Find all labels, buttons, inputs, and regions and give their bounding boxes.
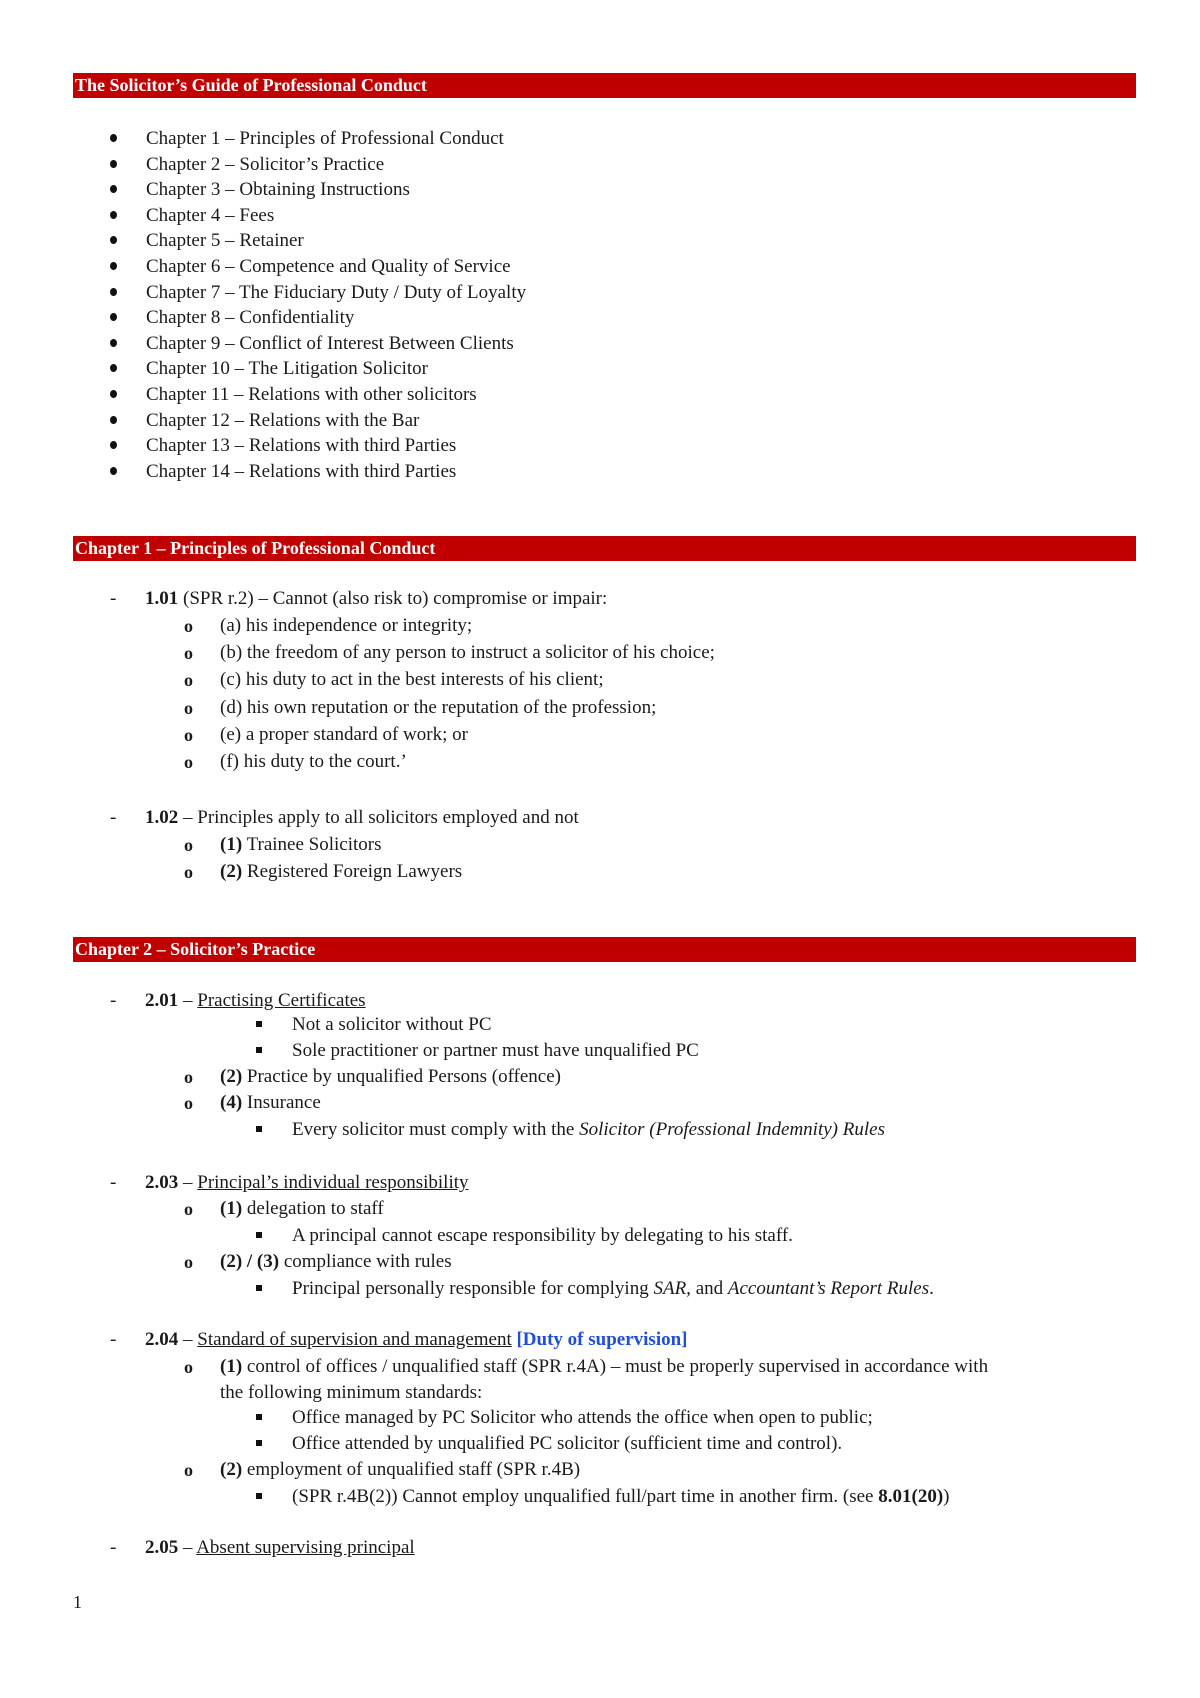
toc-item [108, 280, 526, 306]
toc-item [108, 459, 526, 485]
bullet-dot-icon [110, 467, 117, 475]
rule-2-03-sub: Principal personally responsible for complying SAR, and Accountant’s Report Rules. [292, 1278, 934, 1299]
bullet-dot-icon [110, 236, 117, 244]
rule-2-01-sub: Sole practitioner or partner must have unqualified PC [292, 1040, 699, 1061]
toc-list [108, 126, 526, 484]
rule-1-01-item: (f) his duty to the court.’ [220, 751, 407, 772]
square-bullet [256, 1493, 262, 1499]
rule-2-04-sub: Office managed by PC Solicitor who attends the office when open to public; [292, 1407, 873, 1428]
o-bullet: o [184, 1357, 193, 1377]
dash-bullet: - [110, 588, 117, 609]
toc-item-label: Chapter 6 – Competence and Quality of Service [146, 255, 511, 277]
o-bullet: o [184, 616, 193, 636]
bullet-dot-icon [110, 288, 117, 296]
toc-item [108, 126, 526, 152]
rule-1-01-item: (d) his own reputation or the reputation of the profession; [220, 696, 657, 718]
bullet-dot-icon [110, 441, 117, 449]
dash-bullet: - [110, 1172, 117, 1193]
rule-2-03: 2.03 – Principal’s individual responsibility [145, 1172, 469, 1193]
toc-item-label: Chapter 5 – Retainer [146, 230, 304, 252]
toc-item [108, 177, 526, 203]
bullet-dot-icon [110, 262, 117, 270]
bullet-dot-icon [110, 364, 117, 372]
rule-2-04-item-cont: the following minimum standards: [220, 1382, 483, 1403]
o-bullet: o [184, 835, 193, 855]
rule-2-04: 2.04 – Standard of supervision and management [Duty of supervision] [145, 1329, 688, 1350]
o-bullet: o [184, 1067, 193, 1087]
toc-item-label: Chapter 8 – Confidentiality [146, 307, 355, 329]
o-bullet: o [184, 1093, 193, 1113]
toc-item [108, 356, 526, 382]
square-bullet [256, 1047, 262, 1053]
rule-1-02-item: (2) Registered Foreign Lawyers [220, 861, 463, 882]
rule-2-01-sub: Every solicitor must comply with the Solicitor (Professional Indemnity) Rules [292, 1119, 885, 1140]
toc-item-label: Chapter 9 – Conflict of Interest Between Clients [146, 332, 514, 354]
rule-2-01-item: (2) Practice by unqualified Persons (offence) [220, 1066, 561, 1087]
toc-item-label: Chapter 3 – Obtaining Instructions [146, 179, 410, 201]
toc-item-label: Chapter 7 – The Fiduciary Duty / Duty of Loyalty [146, 281, 527, 303]
rule-1-02-item: (1) Trainee Solicitors [220, 834, 382, 855]
rule-1-01-item: (a) his independence or integrity; [220, 615, 473, 636]
rule-2-04-sub: Office attended by unqualified PC solicitor (sufficient time and control). [292, 1433, 843, 1454]
toc-item-label: Chapter 10 – The Litigation Solicitor [146, 358, 428, 380]
dash-bullet: - [110, 990, 117, 1011]
toc-item [108, 152, 526, 178]
rule-2-03-sub: A principal cannot escape responsibility by delegating to his staff. [292, 1225, 793, 1246]
rule-2-01-sub: Not a solicitor without PC [292, 1014, 492, 1035]
rule-2-03-item: (1) delegation to staff [220, 1198, 384, 1219]
toc-item [108, 203, 526, 229]
toc-item-label: Chapter 2 – Solicitor’s Practice [146, 153, 385, 175]
o-bullet: o [184, 1460, 193, 1480]
toc-item [108, 408, 526, 434]
rule-2-04-item: (1) control of offices / unqualified staff (SPR r.4A) – must be properly supervised in accordance with [220, 1356, 989, 1377]
bullet-dot-icon [110, 185, 117, 193]
square-bullet [256, 1414, 262, 1420]
toc-item-label: Chapter 1 – Principles of Professional Conduct [146, 128, 504, 149]
toc-item-label: Chapter 4 – Fees [146, 204, 275, 226]
o-bullet: o [184, 862, 193, 882]
rule-2-04-item: (2) employment of unqualified staff (SPR r.4B) [220, 1459, 581, 1480]
rule-1-01-item: (c) his duty to act in the best interests of his client; [220, 669, 604, 691]
toc-item [108, 331, 526, 357]
rule-1-02: 1.02 – Principles apply to all solicitors employed and not [145, 807, 579, 828]
bullet-dot-icon [110, 211, 117, 219]
o-bullet: o [184, 752, 193, 772]
rule-2-04-sub: (SPR r.4B(2)) Cannot employ unqualified full/part time in another firm. (see 8.01(20)) [292, 1486, 950, 1507]
rule-1-01-item: (e) a proper standard of work; or [220, 723, 468, 745]
dash-bullet: - [110, 807, 117, 828]
toc-item [108, 433, 526, 459]
o-bullet: o [184, 1199, 193, 1219]
bullet-dot-icon [110, 313, 117, 321]
toc-item [108, 382, 526, 408]
bullet-dot-icon [110, 134, 117, 142]
rule-1-01-item: (b) the freedom of any person to instruct a solicitor of his choice; [220, 642, 715, 664]
bullet-dot-icon [110, 390, 117, 398]
chapter-1-heading: Chapter 1 – Principles of Professional Conduct [73, 536, 1136, 561]
o-bullet: o [184, 1252, 193, 1272]
bullet-dot-icon [110, 160, 117, 168]
square-bullet [256, 1126, 262, 1132]
rule-2-01-item: (4) Insurance [220, 1092, 321, 1113]
rule-2-05: 2.05 – Absent supervising principal [145, 1537, 415, 1558]
dash-bullet: - [110, 1537, 117, 1558]
page-number: 1 [73, 1592, 82, 1612]
doc-title-bar: The Solicitor’s Guide of Professional Conduct [73, 73, 1136, 98]
toc-item [108, 305, 526, 331]
chapter-2-heading: Chapter 2 – Solicitor’s Practice [73, 937, 1136, 962]
bullet-dot-icon [110, 416, 117, 424]
rule-1-01: 1.01 (SPR r.2) – Cannot (also risk to) compromise or impair: [145, 588, 608, 609]
square-bullet [256, 1440, 262, 1446]
square-bullet [256, 1285, 262, 1291]
toc-item-label: Chapter 14 – Relations with third Parties [146, 460, 457, 482]
toc-item-label: Chapter 11 – Relations with other solicitors [146, 383, 477, 405]
rule-2-01: 2.01 – Practising Certificates [145, 990, 366, 1011]
o-bullet: o [184, 643, 193, 664]
dash-bullet: - [110, 1329, 117, 1350]
o-bullet: o [184, 724, 193, 745]
toc-item-label: Chapter 12 – Relations with the Bar [146, 409, 420, 431]
o-bullet: o [184, 697, 193, 718]
toc-item [108, 254, 526, 280]
toc-item-label: Chapter 13 – Relations with third Parties [146, 435, 457, 457]
rule-2-03-item: (2) / (3) compliance with rules [220, 1251, 452, 1272]
toc-item [108, 228, 526, 254]
square-bullet [256, 1021, 262, 1027]
bullet-dot-icon [110, 339, 117, 347]
o-bullet: o [184, 670, 193, 691]
square-bullet [256, 1232, 262, 1238]
